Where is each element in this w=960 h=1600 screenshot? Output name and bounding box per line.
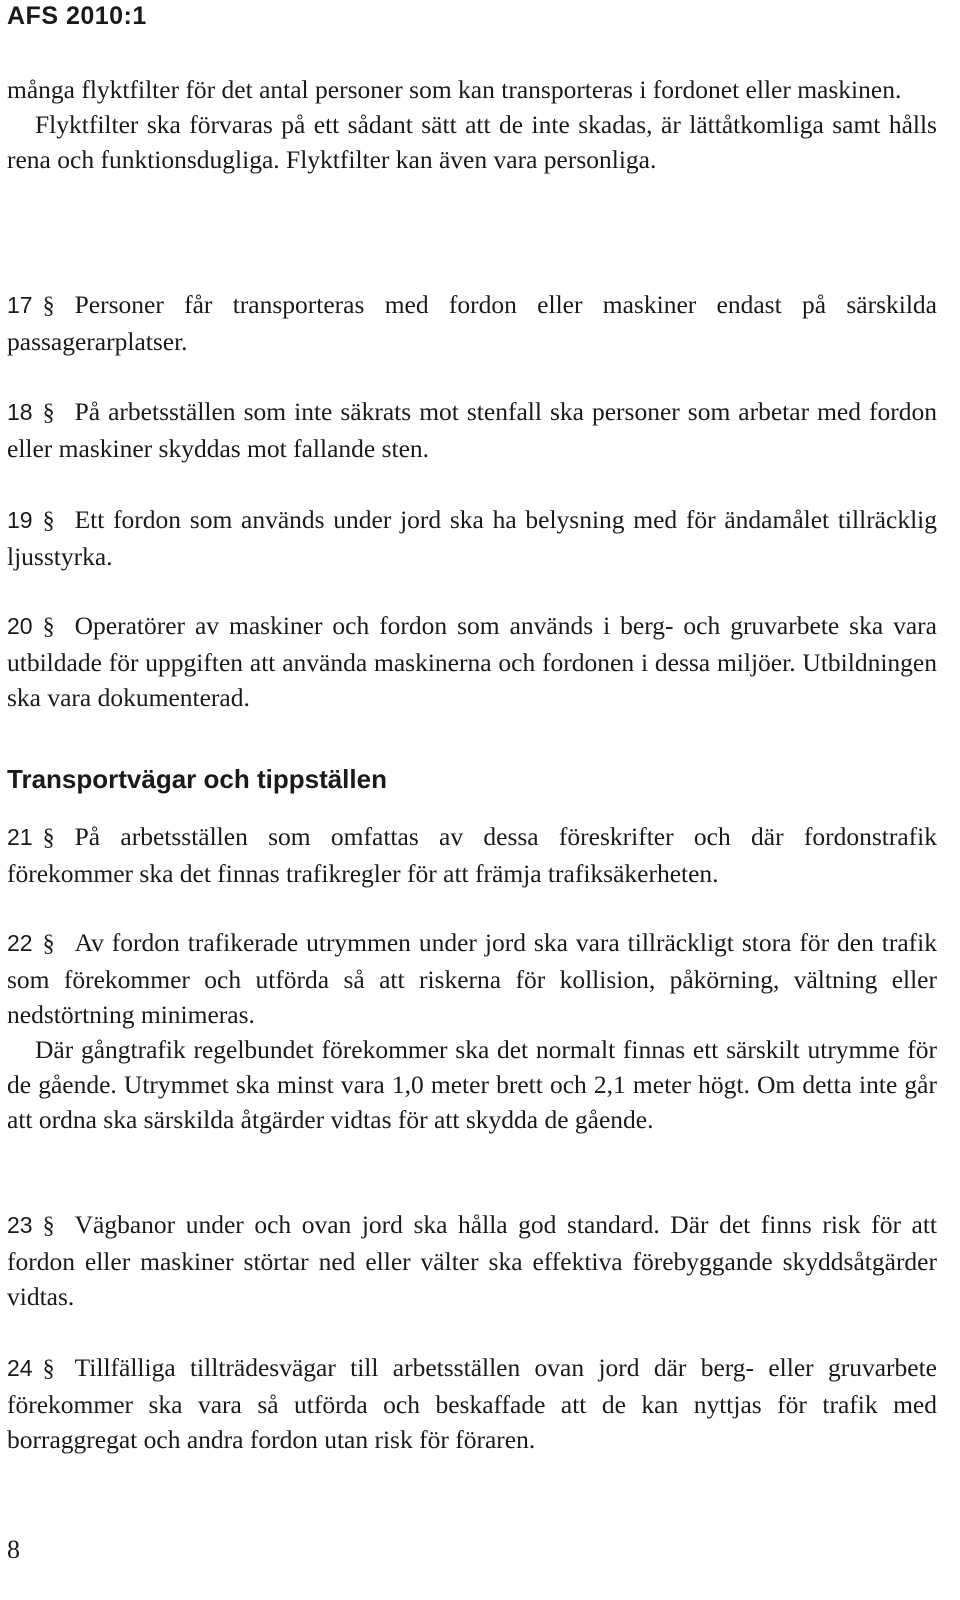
- document-code: AFS 2010:1: [7, 2, 147, 30]
- section-sign: §: [42, 614, 55, 640]
- section-23: [7, 1207, 937, 1314]
- section-sign: §: [42, 1356, 55, 1382]
- section-22: [7, 925, 937, 1137]
- section-17: [7, 287, 937, 359]
- section-sign: §: [42, 293, 55, 319]
- section-text: Ett fordon som används under jord ska ha belysning med för ändamålet tillräcklig ljusstyrka.: [7, 505, 937, 571]
- section-text-continued: Där gångtrafik regelbundet förekommer ska det normalt finnas ett särskilt utrymme för de gående. Utrymmet ska minst vara 1,0 meter brett och 2,1 meter högt. Om detta inte går att ordna ska särskilda åtgärder vidtas för att skydda de gående.: [7, 1035, 937, 1134]
- section-text: Operatörer av maskiner och fordon som används i berg- och gruvarbete ska vara utbildade för uppgiften att använda maskinerna och fordonen i dessa miljöer. Utbildningen ska vara dokumenterad.: [7, 611, 937, 712]
- section-text: På arbetsställen som omfattas av dessa föreskrifter och där fordonstrafik förekommer ska det finnas trafikregler för att främja trafiksäkerheten.: [7, 822, 937, 888]
- section-text: Vägbanor under och ovan jord ska hålla god standard. Där det finns risk för att fordon eller maskiner störtar ned eller välter ska effektiva förebyggande skyddsåtgärder vidtas.: [7, 1210, 937, 1311]
- section-number: 22: [7, 930, 33, 956]
- page-number: 8: [7, 1535, 20, 1564]
- section-number: 24: [7, 1355, 33, 1381]
- section-heading: Transportvägar och tippställen: [7, 764, 387, 794]
- section-number: 18: [7, 399, 33, 425]
- section-24: [7, 1350, 937, 1457]
- intro-block: [7, 72, 937, 177]
- section-20: [7, 608, 937, 715]
- section-text: På arbetsställen som inte säkrats mot stenfall ska personer som arbetar med fordon eller maskiner skyddas mot fallande sten.: [7, 397, 937, 463]
- section-18: [7, 394, 937, 466]
- section-text: Tillfälliga tillträdesvägar till arbetsställen ovan jord där berg- eller gruvarbete förekommer ska vara så utförda och beskaffade att de kan nyttjas för trafik med borraggregat och andra fordon utan risk för föraren.: [7, 1353, 937, 1454]
- section-number: 20: [7, 613, 33, 639]
- section-sign: §: [42, 1213, 55, 1239]
- section-number: 19: [7, 507, 33, 533]
- section-text: Personer får transporteras med fordon eller maskiner endast på särskilda passagerarplatser.: [7, 290, 937, 356]
- section-sign: §: [42, 400, 55, 426]
- section-19: [7, 502, 937, 574]
- section-number: 21: [7, 824, 33, 850]
- section-21: [7, 819, 937, 891]
- section-sign: §: [42, 825, 55, 851]
- intro-paragraph-1: många flyktfilter för det antal personer som kan transporteras i fordonet eller maskinen.: [7, 75, 902, 104]
- section-number: 23: [7, 1212, 33, 1238]
- section-number: 17: [7, 292, 33, 318]
- intro-paragraph-2: Flyktfilter ska förvaras på ett sådant sätt att de inte skadas, är lättåtkomliga samt hålls rena och funktionsdugliga. Flyktfilter kan även vara personliga.: [7, 110, 937, 174]
- section-text: Av fordon trafikerade utrymmen under jord ska vara tillräckligt stora för den trafik som förekommer och utförda så att riskerna för kollision, påkörning, vältning eller nedstörtning minimeras.: [7, 928, 937, 1029]
- section-sign: §: [42, 931, 55, 957]
- section-sign: §: [42, 508, 55, 534]
